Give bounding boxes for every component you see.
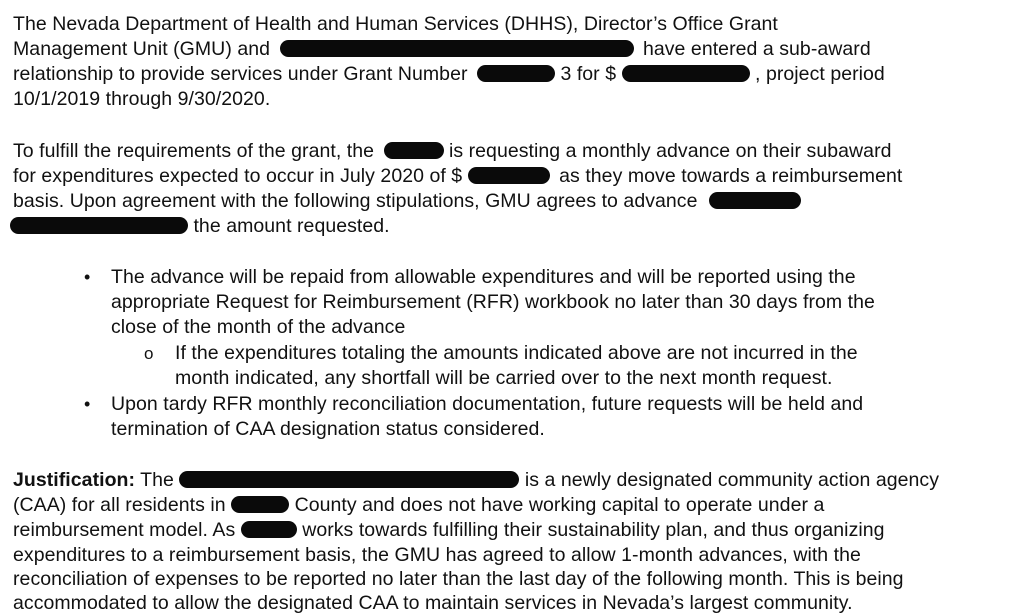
para2-line-4 (10, 214, 390, 239)
justification-line-2 (13, 493, 824, 518)
para1-line-3 (13, 62, 885, 87)
bullet2-line-2 (111, 417, 545, 442)
justification-text: works towards fulfilling their sustainability plan, and thus organizing (302, 519, 885, 541)
para2-text: basis. Upon agreement with the following stipulations, GMU agrees to advance (13, 190, 698, 212)
justification-line-3 (13, 518, 885, 543)
redaction-block (179, 471, 519, 488)
redaction-block (241, 521, 297, 538)
para2-text: To fulfill the requirements of the grant, the (13, 140, 375, 162)
para1-text: 3 for $ (560, 63, 617, 85)
para2-line-2 (13, 164, 902, 189)
justification-text: (CAA) for all residents in (13, 494, 226, 516)
redaction-block (10, 217, 188, 234)
bullet2-line-1 (111, 392, 863, 417)
para1-text: The Nevada Department of Health and Human Services (DHHS), Director’s Office Grant (13, 13, 778, 35)
redaction-block (384, 142, 444, 159)
redaction-block (280, 40, 634, 57)
para1-text: relationship to provide services under Grant Number (13, 63, 468, 85)
justification-line-5 (13, 567, 904, 592)
para2-text: for expenditures expected to occur in July 2020 of $ (13, 165, 463, 187)
para1-line-2 (13, 37, 871, 62)
justification-text: County and does not have working capital to operate under a (294, 494, 825, 516)
justification-text: accommodated to allow the designated CAA to maintain services in Nevada’s largest community. (13, 592, 853, 614)
redaction-block (709, 192, 801, 209)
justification-text: expenditures to a reimbursement basis, the GMU has agreed to allow 1-month advances, with the (13, 544, 861, 566)
bullet-marker: • (84, 394, 91, 414)
bullet-text: The advance will be repaid from allowable expenditures and will be reported using the (111, 266, 856, 288)
para2-line-1 (13, 139, 892, 164)
para2-text: as they move towards a reimbursement (559, 165, 903, 187)
para1-line-4 (13, 87, 270, 112)
justification-line-6 (13, 591, 853, 616)
bullet-text: termination of CAA designation status considered. (111, 418, 545, 440)
justification-text: is a newly designated community action agency (524, 469, 940, 491)
para1-text: , project period (755, 63, 885, 85)
bullet-text: Upon tardy RFR monthly reconciliation documentation, future requests will be held and (111, 393, 864, 415)
justification-text: reconciliation of expenses to be reported no later than the last day of the following month. This is being (13, 568, 904, 590)
justification-line-4 (13, 543, 861, 568)
sub-bullet-marker: o (144, 344, 154, 363)
para1-text: Management Unit (GMU) and (13, 38, 271, 60)
para2-text: the amount requested. (193, 215, 390, 237)
justification-text: reimbursement model. As (13, 519, 236, 541)
bullet1-line-3 (111, 315, 405, 340)
bullet-text: appropriate Request for Reimbursement (RFR) workbook no later than 30 days from the (111, 291, 875, 313)
para2-line-3 (13, 189, 801, 214)
para1-line-1 (13, 12, 778, 37)
justification-line-1 (13, 468, 939, 493)
sub-bullet-line-1 (175, 341, 858, 366)
para1-text: have entered a sub-award (642, 38, 871, 60)
redaction-block (468, 167, 550, 184)
bullet-text: close of the month of the advance (111, 316, 406, 338)
sub-bullet-line-2 (175, 366, 833, 391)
redaction-block (477, 65, 555, 82)
justification-label: Justification: (13, 469, 136, 491)
sub-bullet-text: month indicated, any shortfall will be carried over to the next month request. (175, 367, 833, 389)
bullet1-line-2 (111, 290, 875, 315)
bullet-marker: • (84, 267, 91, 287)
bullet1-line-1 (111, 265, 856, 290)
para2-text: is requesting a monthly advance on their subaward (448, 140, 892, 162)
sub-bullet-text: If the expenditures totaling the amounts indicated above are not incurred in the (175, 342, 858, 364)
para1-text: 10/1/2019 through 9/30/2020. (13, 88, 271, 110)
redaction-block (231, 496, 289, 513)
redaction-block (622, 65, 750, 82)
justification-text: The (140, 469, 174, 491)
